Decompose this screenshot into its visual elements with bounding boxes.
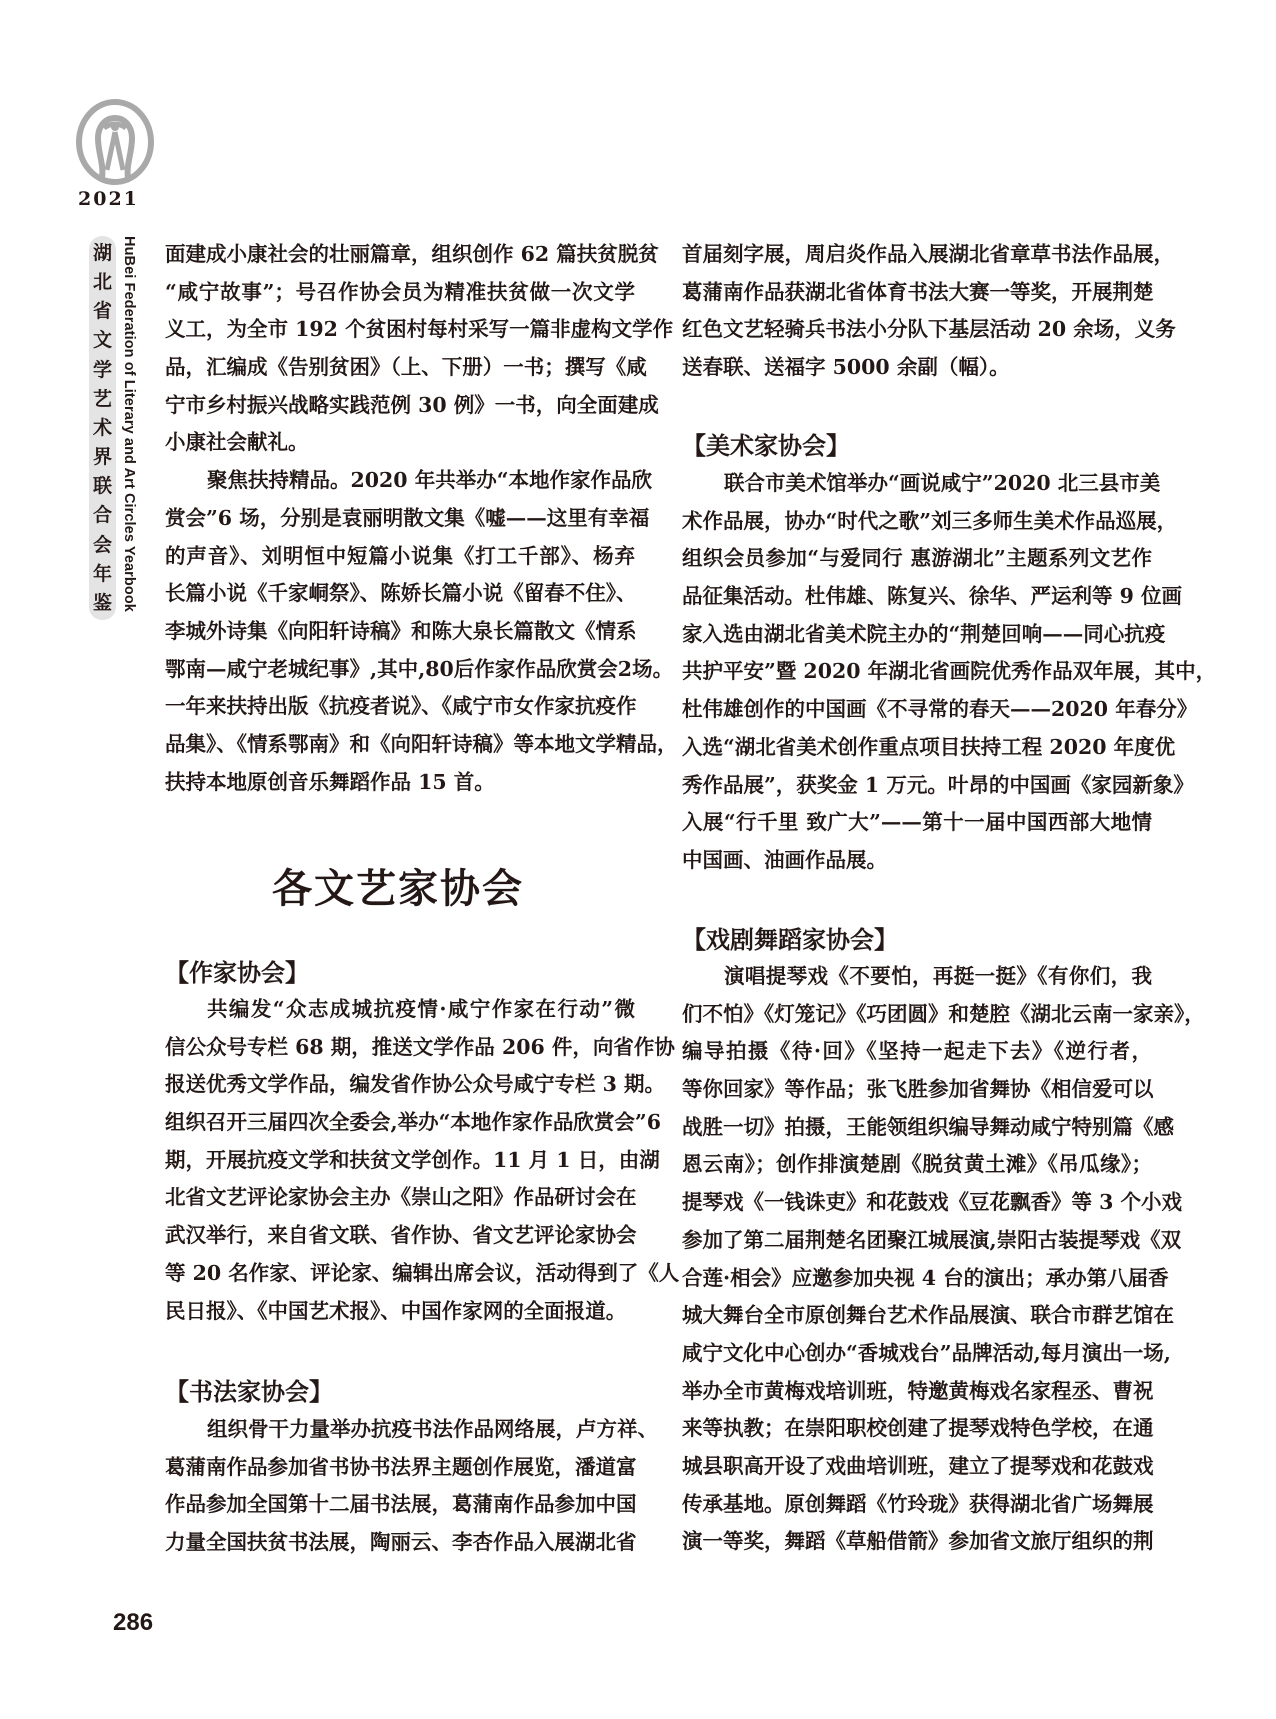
sidebar-char: 省 — [92, 300, 112, 323]
text-line: “咸宁故事”；号召作协会员为精准扶贫做一次文学 — [165, 279, 635, 304]
text-line: 品征集活动。杜伟雄、陈复兴、徐华、严运利等 9 位画 — [682, 584, 1183, 609]
calligraphers-text-continued — [682, 236, 1176, 387]
text-line: 中国画、油画作品展。 — [682, 847, 887, 872]
text-line: 义工，为全市 192 个贫困村每村采写一篇非虚构文学作 — [165, 317, 674, 342]
text-line: 参加了第二届荆楚名团聚江城展演,崇阳古装提琴戏《双 — [682, 1227, 1182, 1252]
text-line: 编导拍摄《待·回》《坚持一起走下去》《逆行者， — [682, 1039, 1152, 1064]
text-line: 组织骨干力量举办抗疫书法作品网络展，卢方祥、 — [207, 1417, 658, 1441]
text-line: 葛蒲南作品参加省书协书法界主题创作展览，潘道富 — [165, 1454, 637, 1479]
text-line: 李城外诗集《向阳轩诗稿》和陈大泉长篇散文《情系 — [165, 618, 637, 643]
heading-calligraphers: 【书法家协会】 — [165, 1378, 333, 1406]
text-line: 报送优秀文学作品，编发省作协公众号咸宁专栏 3 期。 — [165, 1072, 666, 1097]
heading-drama-dance: 【戏剧舞蹈家协会】 — [682, 926, 898, 954]
heading-artists: 【美术家协会】 — [682, 432, 850, 460]
sidebar-char: 湖 — [92, 242, 112, 264]
sidebar-char: 文 — [92, 329, 112, 352]
sidebar-char: 艺 — [92, 387, 112, 410]
text-line: 期，开展抗疫文学和扶贫文学创作。11 月 1 日，由湖 — [165, 1147, 660, 1172]
sidebar-char: 界 — [92, 446, 112, 469]
text-line: 演唱提琴戏《不要怕，再挺一挺》《有你们，我 — [724, 964, 1152, 988]
drama-dance-text — [682, 958, 1205, 1561]
text-line: 传承基地。原创舞蹈《竹玲珑》获得湖北省广场舞展 — [682, 1491, 1154, 1516]
text-line: 术作品展，协办“时代之歌”刘三多师生美术作品巡展， — [682, 508, 1178, 533]
text-line: 举办全市黄梅戏培训班，特邀黄梅戏名家程丞、曹祝 — [682, 1378, 1154, 1403]
text-line: 力量全国扶贫书法展，陶丽云、李杏作品入展湖北省 — [165, 1530, 637, 1555]
text-line: 葛蒲南作品获湖北省体育书法大赛一等奖，开展荆楚 — [682, 279, 1154, 304]
sidebar-char: 会 — [92, 533, 112, 556]
text-line: 入展“行千里 致广大”——第十一届中国西部大地情 — [682, 810, 1152, 835]
text-line: 共编发“众志成城抗疫情·咸宁作家在行动”微 — [207, 997, 635, 1021]
sidebar-char: 北 — [92, 271, 112, 294]
heading-writers: 【作家协会】 — [165, 959, 309, 987]
text-line: 城大舞台全市原创舞台艺术作品展演、联合市群艺馆在 — [682, 1303, 1174, 1328]
yearbook-logo — [74, 98, 156, 190]
text-line: 民日报》、《中国艺术报》、中国作家网的全面报道。 — [165, 1298, 627, 1323]
text-line: 等 20 名作家、评论家、编辑出席会议，活动得到了《人 — [165, 1260, 680, 1285]
text-line: 聚焦扶持精品。2020 年共举办“本地作家作品欣 — [207, 468, 652, 493]
text-line: 来等执教；在崇阳职校创建了提琴戏特色学校，在通 — [682, 1416, 1154, 1441]
text-line: 恩云南》；创作排演楚剧《脱贫黄土滩》《吊瓜缘》； — [682, 1152, 1152, 1177]
text-line: 北省文艺评论家协会主办《崇山之阳》作品研讨会在 — [165, 1185, 637, 1210]
text-line: 们不怕》《灯笼记》《巧团圆》和楚腔《湖北云南一家亲》， — [682, 1001, 1205, 1026]
text-line: 杜伟雄创作的中国画《不寻常的春天——2020 年春分》 — [682, 697, 1198, 722]
text-line: 小康社会献礼。 — [165, 430, 309, 455]
intro-text — [165, 236, 678, 801]
text-line: 联合市美术馆举办“画说咸宁”2020 北三县市美 — [724, 471, 1161, 495]
sidebar-char: 鉴 — [92, 591, 112, 614]
yearbook-title-vertical — [89, 236, 116, 620]
text-line: 红色文艺轻骑兵书法小分队下基层活动 20 余场，义务 — [682, 317, 1176, 342]
text-line: 家入选由湖北省美术院主办的“荆楚回响——同心抗疫 — [682, 621, 1166, 646]
sidebar-char: 合 — [92, 504, 112, 527]
text-line: 长篇小说《千家峒祭》、陈娇长篇小说《留春不住》、 — [165, 581, 637, 606]
yearbook-title-english — [119, 236, 139, 620]
artists-text — [682, 465, 1217, 880]
text-line: 演一等奖，舞蹈《草船借箭》参加省文旅厅组织的荆 — [682, 1529, 1154, 1554]
yearbook-year: 2021 — [78, 188, 139, 210]
text-line: 鄂南—咸宁老城纪事》,其中,80后作家作品欣赏会2场。 — [165, 656, 674, 681]
text-line: 武汉举行，来自省文联、省作协、省文艺评论家协会 — [165, 1223, 637, 1248]
text-line: 品集》、《情系鄂南》和《向阳轩诗稿》等本地文学精品， — [165, 731, 678, 756]
text-line: 面建成小康社会的壮丽篇章，组织创作 62 篇扶贫脱贫 — [165, 242, 659, 266]
text-line: 扶持本地原创音乐舞蹈作品 15 首。 — [165, 769, 495, 794]
text-line: 一年来扶持出版《抗疫者说》、《咸宁市女作家抗疫作 — [165, 694, 637, 719]
calligraphers-text — [165, 1411, 658, 1562]
sidebar-char: 年 — [92, 562, 112, 585]
text-line: 共护平安”暨 2020 年湖北省画院优秀作品双年展，其中， — [682, 659, 1217, 684]
page-number: 286 — [113, 1609, 154, 1636]
sidebar-char: 联 — [92, 475, 112, 498]
text-line: 等你回家》等作品；张飞胜参加省舞协《相信爱可以 — [682, 1077, 1154, 1102]
text-line: 首届刻字展，周启炎作品入展湖北省章草书法作品展， — [682, 242, 1174, 266]
text-line: 赏会”6 场，分别是袁丽明散文集《嘘——这里有幸福 — [165, 505, 650, 530]
text-line: 提琴戏《一钱诛吏》和花鼓戏《豆花飘香》等 3 个小戏 — [682, 1190, 1183, 1215]
text-line: 宁市乡村振兴战略实践范例 30 例》一书，向全面建成 — [165, 392, 659, 417]
sidebar-char: 学 — [92, 358, 112, 381]
english-title-text: HuBei Federation of Literary and Art Circles Yearbook — [121, 236, 137, 612]
text-line: 合莲·相会》应邀参加央视 4 台的演出；承办第八届香 — [682, 1265, 1169, 1290]
text-line: 咸宁文化中心创办“香城戏台”品牌活动,每月演出一场, — [682, 1340, 1171, 1365]
writers-text — [165, 991, 680, 1330]
text-line: 送春联、送福字 5000 余副（幅）。 — [682, 355, 1010, 380]
section-title: 各文艺家协会 — [272, 866, 524, 912]
text-line: 组织会员参加“与爱同行 惠游湖北”主题系列文艺作 — [682, 546, 1152, 571]
text-line: 入选“湖北省美术创作重点项目扶持工程 2020 年度优 — [682, 734, 1176, 759]
text-line: 战胜一切》拍摄，王能领组织编导舞动咸宁特别篇《感 — [682, 1114, 1174, 1139]
text-line: 信公众号专栏 68 期，推送文学作品 206 件，向省作协 — [165, 1034, 675, 1059]
text-line: 组织召开三届四次全委会,举办“本地作家作品欣赏会”6 — [165, 1110, 661, 1135]
text-line: 作品参加全国第十二届书法展，葛蒲南作品参加中国 — [165, 1492, 637, 1517]
text-line: 的声音》、刘明恒中短篇小说集《打工千部》、杨弃 — [165, 543, 635, 568]
text-line: 秀作品展”，获奖金 1 万元。叶昂的中国画《家园新象》 — [682, 772, 1194, 797]
text-line: 城县职高开设了戏曲培训班，建立了提琴戏和花鼓戏 — [682, 1453, 1154, 1478]
text-line: 品，汇编成《告别贫困》（上、下册）一书；撰写《咸 — [165, 355, 647, 380]
sidebar-char: 术 — [92, 416, 112, 439]
